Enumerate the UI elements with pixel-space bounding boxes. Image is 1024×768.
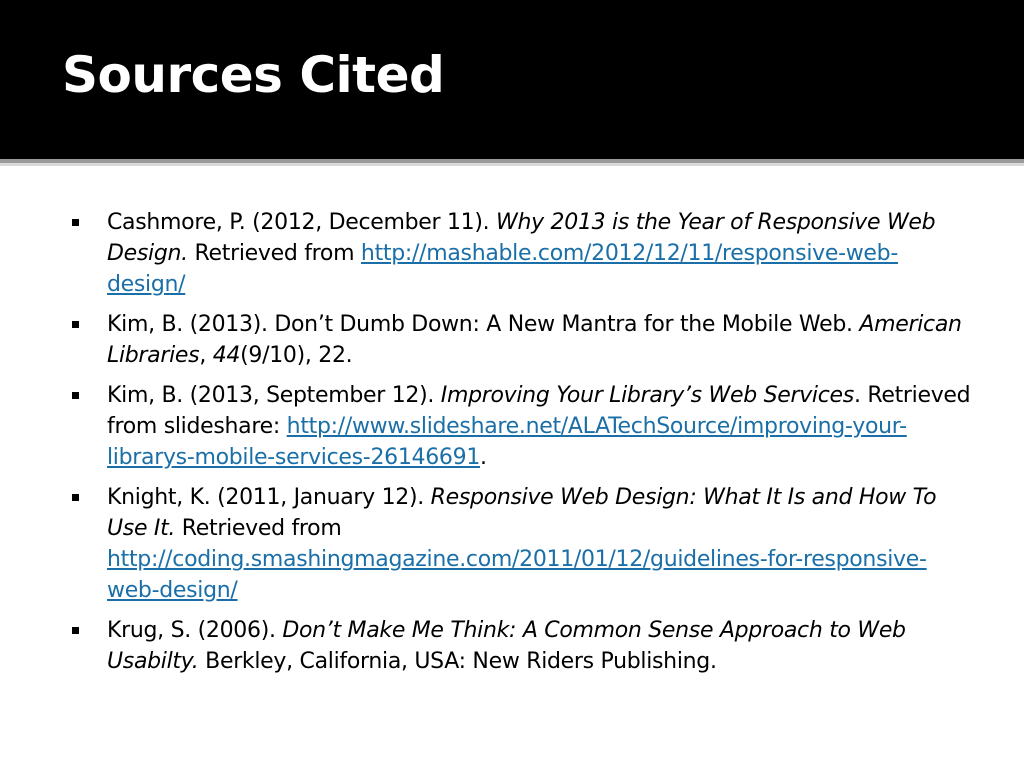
reference-item-krug <box>72 615 972 677</box>
reference-title: Improving Your Library’s Web Services <box>440 383 854 408</box>
reference-journal: American Libraries <box>107 312 962 368</box>
reference-author: Knight, K. (2011, January 12). <box>107 485 431 510</box>
reference-volume: 44 <box>212 343 241 368</box>
reference-list <box>72 207 972 686</box>
square-bullet-icon <box>72 219 79 226</box>
reference-title: Don’t Make Me Think: A Common Sense Approach to Web Usabilty. <box>107 618 906 674</box>
reference-link[interactable]: http://mashable.com/2012/12/11/responsive-web-design/ <box>107 241 898 297</box>
reference-link[interactable]: http://www.slideshare.net/ALATechSource/improving-your-librarys-mobile-services-26146691 <box>107 414 907 470</box>
square-bullet-icon <box>72 392 79 399</box>
header-divider-highlight <box>0 163 1024 166</box>
slide-title: Sources Cited <box>62 46 445 104</box>
square-bullet-icon <box>72 494 79 501</box>
reference-separator: , <box>199 343 213 368</box>
reference-title: Why 2013 is the Year of Responsive Web Design. <box>107 210 936 266</box>
reference-details: Berkley, California, USA: New Riders Publishing. <box>198 649 717 674</box>
reference-item-knight <box>72 482 972 606</box>
reference-details: Retrieved from <box>175 516 342 541</box>
reference-link[interactable]: http://coding.smashingmagazine.com/2011/01/12/guidelines-for-responsive-web-design/ <box>107 547 927 603</box>
title-bar <box>0 0 1024 159</box>
reference-end: . <box>480 445 487 470</box>
reference-item-cashmore <box>72 207 972 300</box>
reference-details: . Retrieved from slideshare: <box>107 383 971 439</box>
reference-title: Responsive Web Design: What It Is and How To Use It. <box>107 485 937 541</box>
reference-item-kim-2013 <box>72 309 972 371</box>
reference-author: Kim, B. (2013, September 12). <box>107 383 441 408</box>
square-bullet-icon <box>72 627 79 634</box>
reference-author: Cashmore, P. (2012, December 11). <box>107 210 497 235</box>
reference-details: (9/10), 22. <box>240 343 353 368</box>
reference-details: Retrieved from <box>187 241 361 266</box>
reference-author: Krug, S. (2006). <box>107 618 283 643</box>
reference-author: Kim, B. (2013). Don’t Dumb Down: A New Mantra for the Mobile Web. <box>107 312 860 337</box>
square-bullet-icon <box>72 321 79 328</box>
reference-item-kim-september <box>72 380 972 473</box>
